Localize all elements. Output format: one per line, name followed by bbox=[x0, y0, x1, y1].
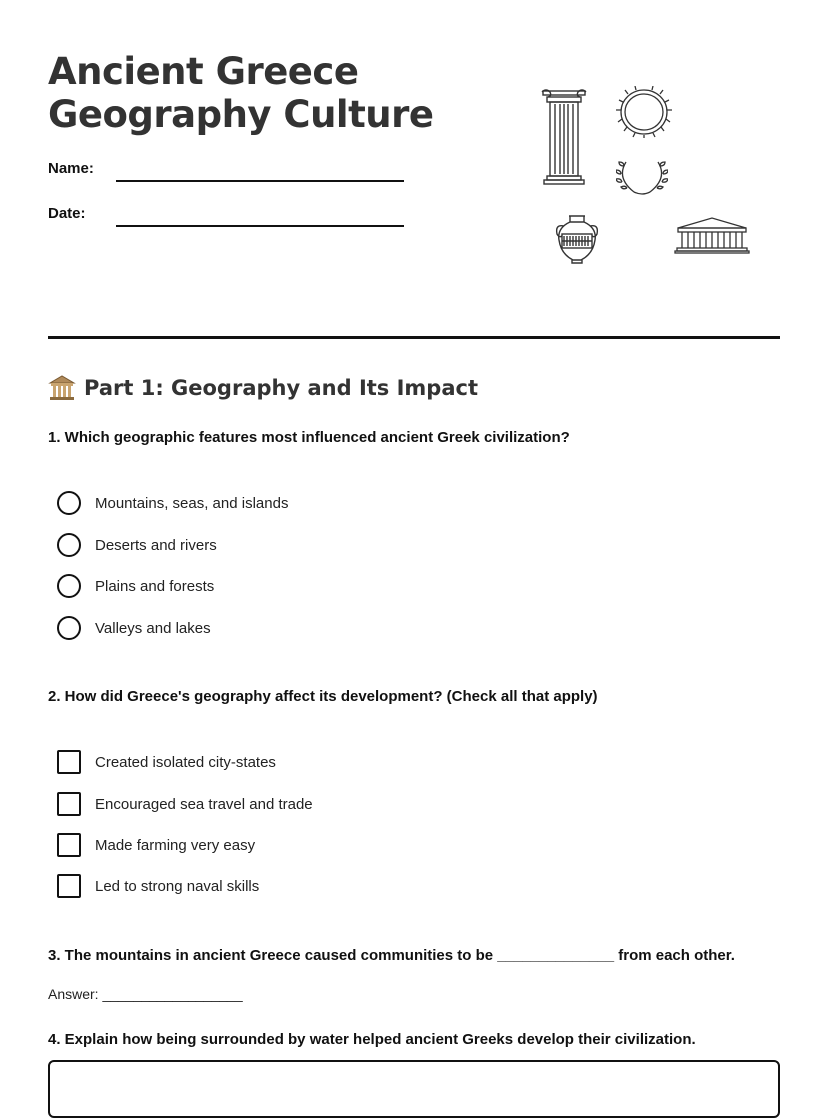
q1-option-4[interactable] bbox=[57, 616, 211, 640]
q1-option-2[interactable] bbox=[57, 533, 217, 557]
option-label: Mountains, seas, and islands bbox=[95, 494, 289, 512]
question-1: 1. Which geographic features most influenced ancient Greek civilization? bbox=[48, 429, 570, 446]
radio-button[interactable] bbox=[57, 616, 81, 640]
laurel-branch-icon bbox=[616, 158, 668, 196]
title-line-1: Ancient Greece bbox=[48, 50, 359, 93]
checkbox[interactable] bbox=[57, 750, 81, 774]
worksheet-title bbox=[48, 50, 433, 136]
option-label: Created isolated city-states bbox=[95, 753, 276, 771]
radio-button[interactable] bbox=[57, 574, 81, 598]
q1-option-1[interactable] bbox=[57, 491, 288, 515]
date-label: Date: bbox=[48, 205, 86, 222]
option-label: Encouraged sea travel and trade bbox=[95, 795, 313, 813]
part-1-heading-text: Part 1: Geography and Its Impact bbox=[84, 376, 478, 400]
radio-button[interactable] bbox=[57, 491, 81, 515]
option-label: Made farming very easy bbox=[95, 836, 256, 854]
option-label: Led to strong naval skills bbox=[95, 877, 260, 895]
checkbox[interactable] bbox=[57, 792, 81, 816]
option-label: Plains and forests bbox=[95, 577, 215, 595]
laurel-wreath-icon bbox=[615, 86, 673, 138]
q4-answer-box[interactable] bbox=[48, 1060, 780, 1118]
question-2: 2. How did Greece's geography affect its development? (Check all that apply) bbox=[48, 688, 598, 705]
question-4: 4. Explain how being surrounded by water helped ancient Greeks develop their civilization. bbox=[48, 1031, 696, 1048]
radio-button[interactable] bbox=[57, 533, 81, 557]
option-label: Valleys and lakes bbox=[95, 619, 211, 637]
section-divider bbox=[48, 336, 780, 339]
q2-option-3[interactable] bbox=[57, 833, 255, 857]
q1-option-3[interactable] bbox=[57, 574, 214, 598]
q2-option-4[interactable] bbox=[57, 874, 259, 898]
greek-vase-icon bbox=[553, 214, 601, 264]
title-line-2: Geography Culture bbox=[48, 93, 434, 136]
checkbox[interactable] bbox=[57, 833, 81, 857]
q2-option-1[interactable] bbox=[57, 750, 276, 774]
option-label: Deserts and rivers bbox=[95, 536, 217, 554]
name-field[interactable] bbox=[116, 180, 404, 182]
checkbox[interactable] bbox=[57, 874, 81, 898]
greek-column-icon bbox=[540, 88, 588, 186]
date-field[interactable] bbox=[116, 225, 404, 227]
question-3: 3. The mountains in ancient Greece caused communities to be ______________ from each other. bbox=[48, 947, 735, 964]
name-label: Name: bbox=[48, 160, 94, 177]
temple-icon bbox=[48, 374, 76, 402]
q3-answer-line[interactable]: Answer: __________________ bbox=[48, 986, 243, 1002]
q2-option-2[interactable] bbox=[57, 792, 313, 816]
parthenon-icon bbox=[674, 216, 750, 254]
part-1-heading bbox=[48, 374, 478, 402]
